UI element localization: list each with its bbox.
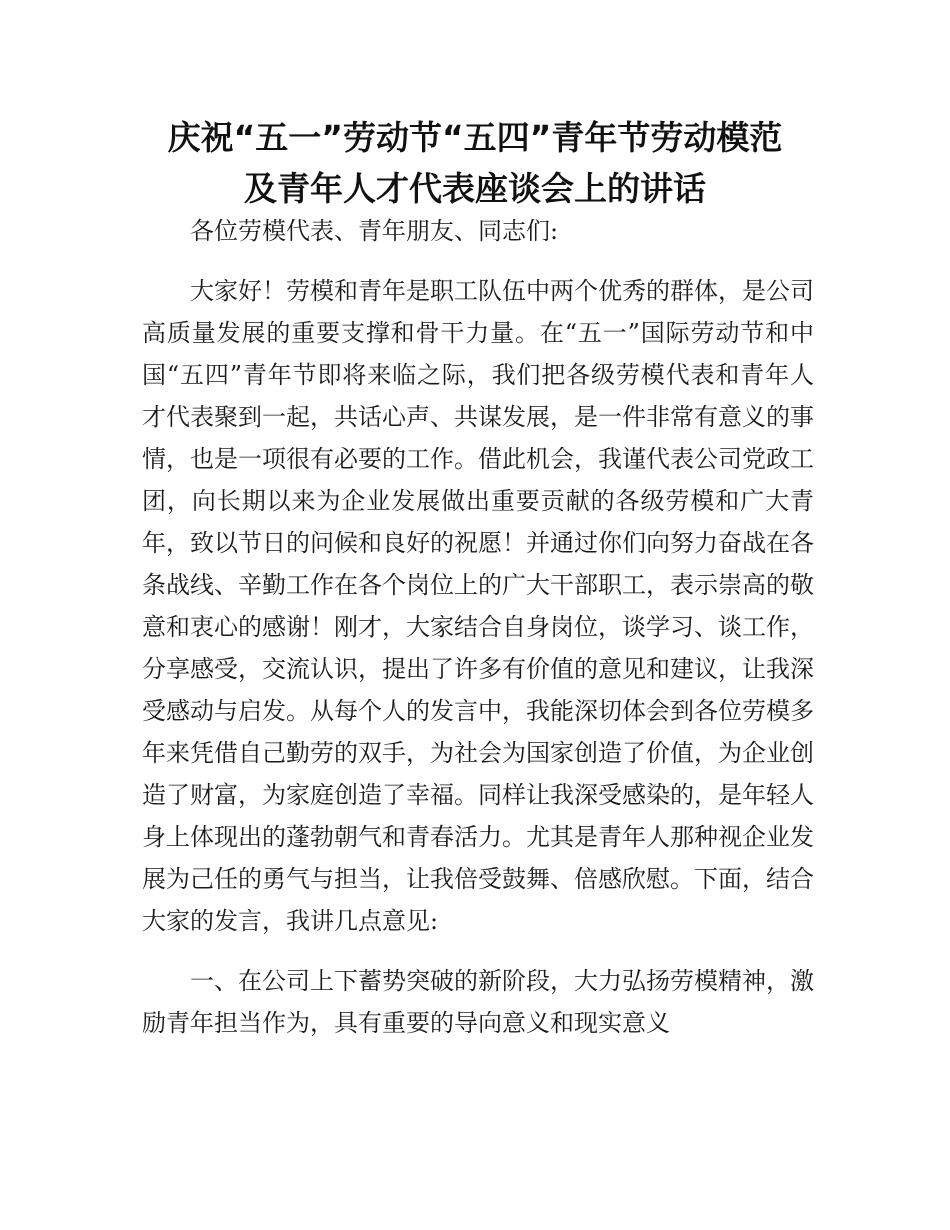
paragraph-opening: 大家好！劳模和青年是职工队伍中两个优秀的群体，是公司高质量发展的重要支撑和骨干力量。在“五一”国际劳动节和中国“五四”青年节即将来临之际，我们把各级劳模代表和青年人才代表聚到一起，共话心声、共谋发展，是一件非常有意义的事情，也是一项很有必要的工作。借此机会，我谨代表公司党政工团，向长期以来为企业发展做出重要贡献的各级劳模和广大青年，致以节日的问候和良好的祝愿！并通过你们向努力奋战在各条战线、辛勤工作在各个岗位上的广大干部职工，表示崇高的敬意和衷心的感谢！刚才，大家结合自身岗位，谈学习、谈工作，分享感受，交流认识，提出了许多有价值的意见和建议，让我深受感动与启发。从每个人的发言中，我能深切体会到各位劳模多年来凭借自己勤劳的双手，为社会为国家创造了价值，为企业创造了财富，为家庭创造了幸福。同样让我深受感染的，是年轻人身上体现出的蓬勃朝气和青春活力。尤其是青年人那种视企业发展为己任的勇气与担当，让我倍受鼓舞、倍感欣慰。下面，结合大家的发言，我讲几点意见: [142,277,814,935]
salutation: 各位劳模代表、青年朋友、同志们: [190,217,559,245]
document-body [142,210,814,1044]
title-line-2: 及青年人才代表座谈会上的讲话 [244,169,706,208]
document-title [100,112,850,214]
title-line-1: 庆祝“五一”劳动节“五四”青年节劳动模范 [167,118,783,157]
section-heading-1: 一、在公司上下蓄势突破的新阶段，大力弘扬劳模精神，激励青年担当作为，具有重要的导向意义和现实意义 [142,967,814,1037]
